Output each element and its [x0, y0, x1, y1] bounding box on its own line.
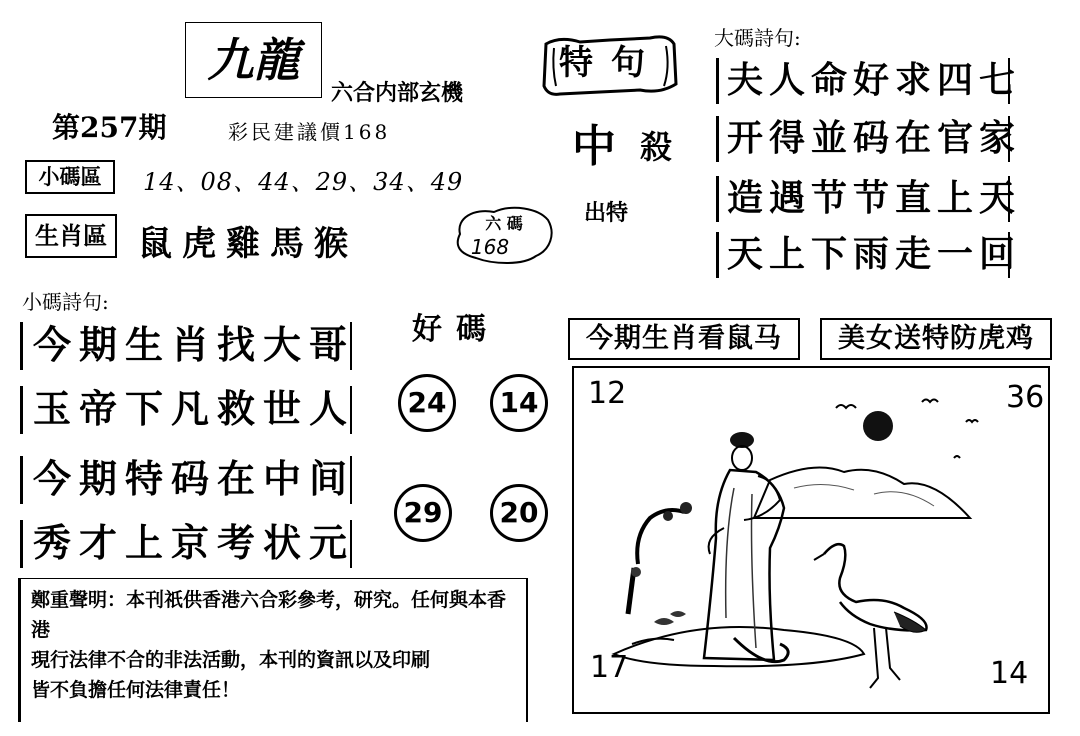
small-poem-line: 秀才上京考状元: [20, 520, 352, 568]
corner-number-top-right: 36: [1006, 380, 1045, 415]
stamp-top-text: 六 碼: [485, 214, 523, 233]
te-ju-sha: 殺: [640, 128, 673, 166]
te-ju-chute: 出特: [584, 200, 629, 226]
good-codes-label: 好碼: [412, 312, 500, 347]
stamp-badge: [452, 204, 556, 266]
disclaimer-line: 皆不負擔任何法律責任！: [31, 679, 241, 701]
zodiac-label: 生肖區: [25, 214, 117, 258]
big-poem-label: 大碼詩句:: [714, 26, 801, 50]
big-poem-line: 造遇节节直上天: [716, 176, 1010, 222]
small-poem-line: 今期特码在中间: [20, 456, 352, 504]
brand-subtitle: 六合内部玄機: [331, 80, 464, 106]
small-code-values: 14、08、44、29、34、49: [143, 168, 464, 196]
suggested-price: 彩民建議價168: [228, 120, 391, 144]
good-code-ball: 29: [394, 484, 452, 542]
zodiac-hint: 今期生肖看鼠马: [568, 318, 800, 360]
lady-crane-illustration: [574, 368, 1048, 712]
big-poem-line: 天上下雨走一回: [716, 232, 1010, 278]
zodiac-values: 鼠虎雞馬猴: [138, 224, 358, 264]
small-poem-label: 小碼詩句:: [22, 290, 109, 314]
corner-number-bottom-left: 17: [590, 650, 629, 685]
stamp-bottom-text: 168: [470, 235, 510, 259]
good-code-ball: 24: [398, 374, 456, 432]
small-poem-line: 今期生肖找大哥: [20, 322, 352, 370]
disclaimer-line: 現行法律不合的非法活動，本刊的資訊以及印刷: [31, 649, 431, 671]
disclaimer-line: 鄭重聲明：本刊祇供香港六合彩參考，研究。任何與本香港: [31, 589, 507, 641]
brand-title: 九龍: [185, 22, 322, 98]
corner-number-bottom-right: 14: [990, 656, 1029, 691]
illustration-panel: [572, 366, 1050, 714]
small-code-label: 小碼區: [25, 160, 115, 194]
good-code-ball: 14: [490, 374, 548, 432]
big-poem-line: 夫人命好求四七: [716, 58, 1010, 104]
zodiac-hint: 美女送特防虎鸡: [820, 318, 1052, 360]
big-poem-line: 开得並码在官家: [716, 116, 1010, 162]
te-ju-zhong: 中: [572, 121, 616, 172]
small-poem-line: 玉帝下凡救世人: [20, 386, 352, 434]
te-ju-title: 特句: [559, 43, 663, 83]
disclaimer-box: [18, 578, 528, 722]
issue-number: 第257期: [52, 111, 167, 144]
corner-number-top-left: 12: [588, 376, 627, 411]
good-code-ball: 20: [490, 484, 548, 542]
